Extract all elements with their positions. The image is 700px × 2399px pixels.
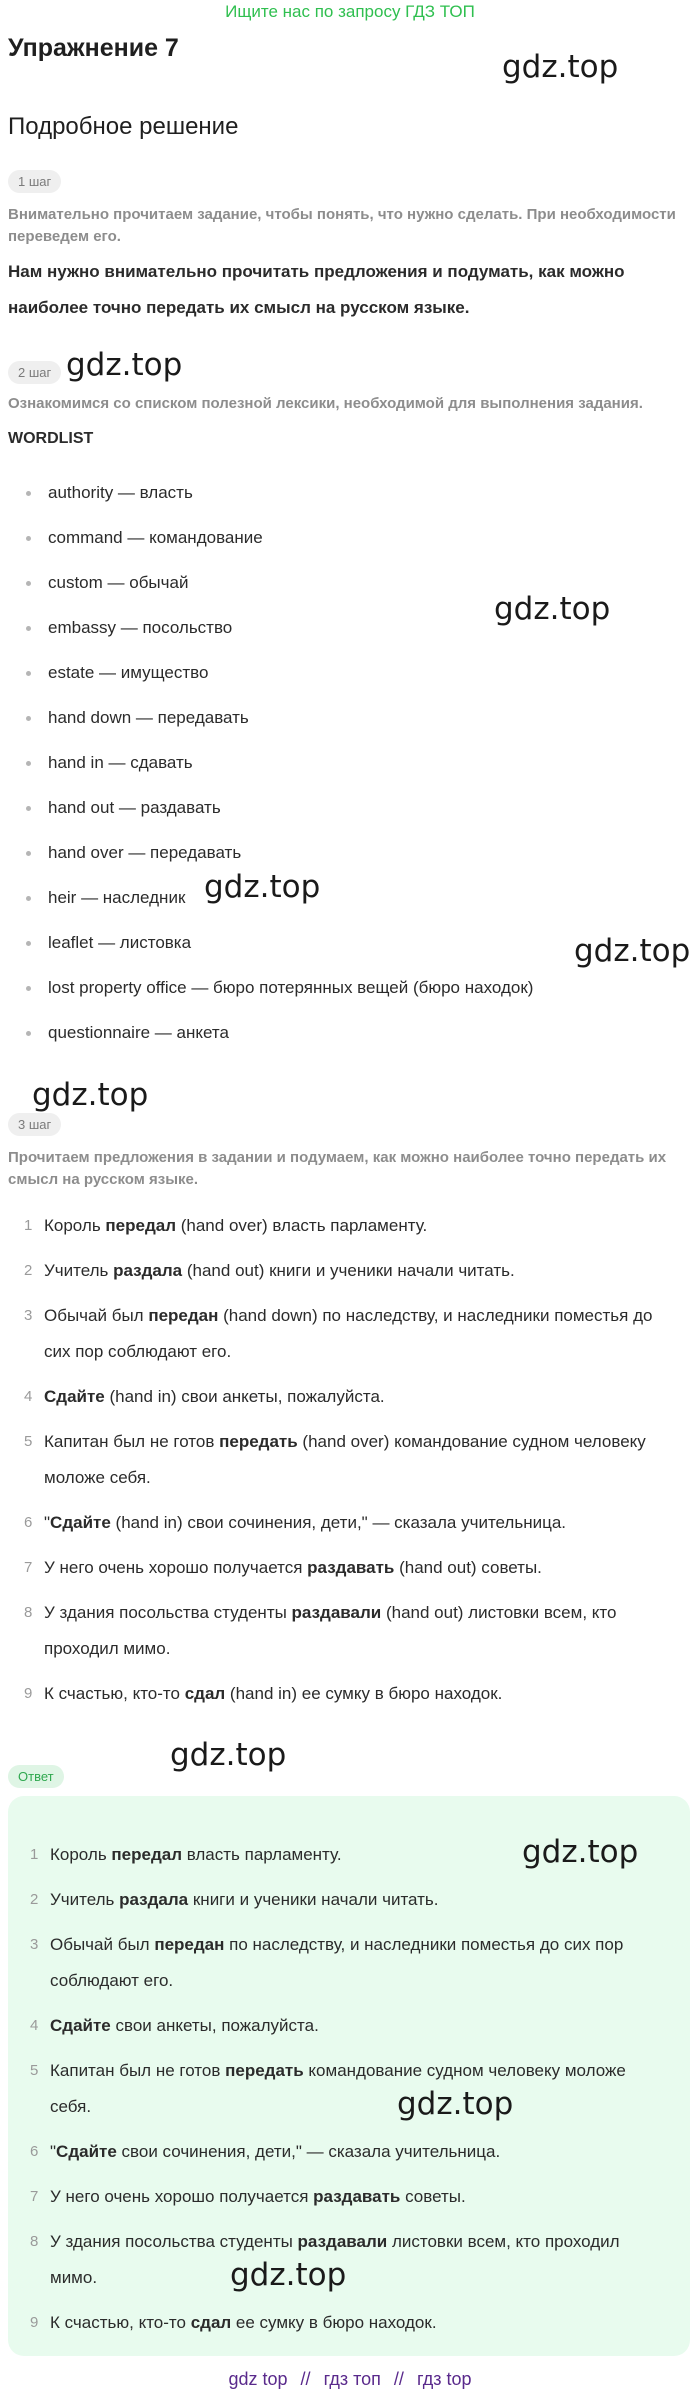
watermark: gdz.top: [204, 869, 321, 905]
wordlist-item: lost property office — бюро потерянных вещей (бюро находок): [8, 968, 533, 1013]
sentence-text: ее сумку в бюро находок.: [231, 2313, 437, 2332]
sentence-number: 2: [30, 1891, 39, 1908]
sentence-text: Обычай был: [50, 1935, 155, 1954]
wordlist-item: leaflet — листовка: [8, 923, 533, 968]
wordlist-item: hand over — передавать: [8, 833, 533, 878]
footer-link[interactable]: gdz top: [228, 2369, 288, 2389]
wordlist-item: command — командование: [8, 518, 533, 563]
sentence-keyword: передать: [225, 2061, 304, 2080]
wordlist-item: custom — обычай: [8, 563, 533, 608]
sentence-number: 5: [30, 2062, 39, 2079]
sentence-text: советы.: [400, 2187, 466, 2206]
wordlist-item: embassy — посольство: [8, 608, 533, 653]
sentence-number: 1: [30, 1846, 39, 1863]
sentence-text: (hand down) по наследству, и наследники поместья до сих пор соблюдают его.: [44, 1306, 653, 1361]
sentence-number: 3: [24, 1307, 33, 1324]
wordlist-item: questionnaire — анкета: [8, 1013, 533, 1058]
sentence-text: (hand in) свои сочинения, дети," — сказала учительница.: [110, 1513, 567, 1532]
step-note: Прочитаем предложения в задании и подумаем, как можно наиболее точно передать их смысл на русском языке.: [8, 1149, 667, 1188]
sentence-number: 4: [30, 2017, 39, 2034]
sentence-text: У здания посольства студенты: [44, 1603, 292, 1622]
sentence-text: Капитан был не готов: [50, 2061, 226, 2080]
wordlist-item: authority — власть: [8, 473, 533, 518]
sentence-text: У него очень хорошо получается: [50, 2187, 314, 2206]
watermark: gdz.top: [502, 49, 619, 85]
sentence-number: 9: [30, 2314, 39, 2331]
sentence-item: [8, 1505, 682, 1541]
sentence-item: [8, 1379, 682, 1415]
sentence-item: [8, 1253, 682, 1289]
step-badge: 1 шаг: [8, 170, 61, 193]
sentence-text: Учитель: [50, 1890, 120, 1909]
sentence-keyword: передан: [148, 1306, 219, 1325]
sentence-keyword: Сдайте: [56, 2142, 117, 2161]
sentence-text: командование судном человеку моложе себя.: [50, 2061, 626, 2116]
sentence-item: [14, 1927, 666, 1999]
sentence-text: К счастью, кто-то: [50, 2313, 191, 2332]
sentence-text: К счастью, кто-то: [44, 1684, 185, 1703]
sentence-item: [14, 2008, 666, 2044]
sentence-text: власть парламенту.: [182, 1845, 342, 1864]
sentence-number: 1: [24, 1217, 33, 1234]
sentence-keyword: раздавали: [291, 1603, 382, 1622]
footer-links: [0, 2369, 700, 2390]
sentence-text: (hand over) власть парламенту.: [176, 1216, 428, 1235]
sentence-number: 7: [30, 2188, 39, 2205]
sentence-number: 7: [24, 1559, 33, 1576]
step-badge: 3 шаг: [8, 1113, 61, 1136]
search-banner: Ищите нас по запросу ГДЗ ТОП: [225, 2, 475, 21]
step-text: Нам нужно внимательно прочитать предложения и подумать, как можно наиболее точно передать их смысл на русском языке.: [8, 262, 625, 317]
sentence-keyword: раздала: [119, 1890, 189, 1909]
sentence-number: 5: [24, 1433, 33, 1450]
watermark: gdz.top: [574, 933, 691, 969]
sentence-item: [8, 1208, 682, 1244]
footer-link[interactable]: гдз топ: [323, 2369, 381, 2389]
sentence-number: 8: [30, 2233, 39, 2250]
sentence-text: листовки всем, кто проходил мимо.: [50, 2232, 620, 2287]
sentence-item: [14, 2179, 666, 2215]
step-note: Внимательно прочитаем задание, чтобы понять, что нужно сделать. При необходимости переведем его.: [8, 206, 676, 245]
sentence-text: (hand in) ее сумку в бюро находок.: [225, 1684, 503, 1703]
answer-badge: Ответ: [8, 1765, 64, 1788]
sentence-keyword: передал: [105, 1216, 177, 1235]
sentence-text: Учитель: [44, 1261, 114, 1280]
sentence-text: (hand out) листовки всем, кто проходил мимо.: [44, 1603, 617, 1658]
sentence-keyword: Сдайте: [50, 1513, 111, 1532]
watermark: gdz.top: [522, 1834, 639, 1870]
sentence-text: ": [50, 2142, 57, 2161]
wordlist-item: hand in — сдавать: [8, 743, 533, 788]
sentence-text: ": [44, 1513, 51, 1532]
sentence-number: 4: [24, 1388, 33, 1405]
sentence-text: (hand over) командование судном человеку моложе себя.: [44, 1432, 646, 1487]
sentence-keyword: раздавали: [297, 2232, 388, 2251]
sentence-keyword: Сдайте: [50, 2016, 111, 2035]
section-title: Подробное решение: [8, 113, 239, 140]
sentence-keyword: Сдайте: [44, 1387, 105, 1406]
footer-separator: //: [393, 2369, 404, 2389]
step-note: Ознакомимся со списком полезной лексики, необходимой для выполнения задания.: [8, 395, 643, 412]
sentence-keyword: передан: [154, 1935, 225, 1954]
sentence-number: 6: [24, 1514, 33, 1531]
sentence-number: 9: [24, 1685, 33, 1702]
wordlist-title: WORDLIST: [8, 430, 94, 447]
sentence-item: [14, 1882, 666, 1918]
sentence-keyword: раздавать: [313, 2187, 401, 2206]
sentence-item: [14, 2305, 666, 2341]
wordlist-item: hand down — передавать: [8, 698, 533, 743]
wordlist-item: hand out — раздавать: [8, 788, 533, 833]
sentence-text: книги и ученики начали читать.: [188, 1890, 439, 1909]
sentence-number: 6: [30, 2143, 39, 2160]
sentence-item: [8, 1595, 682, 1667]
sentence-keyword: сдал: [184, 1684, 226, 1703]
wordlist-item: estate — имущество: [8, 653, 533, 698]
sentence-item: [8, 1424, 682, 1496]
watermark: gdz.top: [66, 347, 183, 383]
sentence-keyword: раздала: [113, 1261, 183, 1280]
watermark: gdz.top: [494, 591, 611, 627]
watermark: gdz.top: [397, 2086, 514, 2122]
watermark: gdz.top: [230, 2257, 347, 2293]
sentence-text: (hand in) свои анкеты, пожалуйста.: [104, 1387, 385, 1406]
step-badge: 2 шаг: [8, 361, 61, 384]
sentence-item: [14, 2134, 666, 2170]
sentence-list: [8, 1208, 682, 1721]
sentence-text: Король: [44, 1216, 106, 1235]
footer-separator: //: [300, 2369, 311, 2389]
sentence-text: свои анкеты, пожалуйста.: [110, 2016, 319, 2035]
sentence-item: [8, 1550, 682, 1586]
sentence-text: Король: [50, 1845, 112, 1864]
sentence-item: [14, 2053, 666, 2125]
sentence-number: 3: [30, 1936, 39, 1953]
sentence-text: по наследству, и наследники поместья до сих пор соблюдают его.: [50, 1935, 624, 1990]
sentence-keyword: передать: [219, 1432, 298, 1451]
sentence-number: 8: [24, 1604, 33, 1621]
sentence-text: Обычай был: [44, 1306, 149, 1325]
sentence-text: (hand out) книги и ученики начали читать.: [182, 1261, 515, 1280]
exercise-title: Упражнение 7: [8, 34, 179, 62]
sentence-keyword: раздавать: [307, 1558, 395, 1577]
sentence-text: (hand out) советы.: [394, 1558, 542, 1577]
sentence-number: 2: [24, 1262, 33, 1279]
sentence-text: У него очень хорошо получается: [44, 1558, 308, 1577]
wordlist-item: heir — наследник: [8, 878, 533, 923]
sentence-keyword: сдал: [190, 2313, 232, 2332]
sentence-text: У здания посольства студенты: [50, 2232, 298, 2251]
footer-link[interactable]: гдз top: [416, 2369, 472, 2389]
watermark: gdz.top: [32, 1077, 149, 1113]
sentence-item: [8, 1298, 682, 1370]
answer-box: [8, 1796, 690, 2356]
sentence-item: [8, 1676, 682, 1712]
sentence-text: свои сочинения, дети," — сказала учительница.: [116, 2142, 501, 2161]
sentence-keyword: передал: [111, 1845, 183, 1864]
watermark: gdz.top: [170, 1737, 287, 1773]
wordlist: [8, 473, 533, 1058]
sentence-text: Капитан был не готов: [44, 1432, 220, 1451]
